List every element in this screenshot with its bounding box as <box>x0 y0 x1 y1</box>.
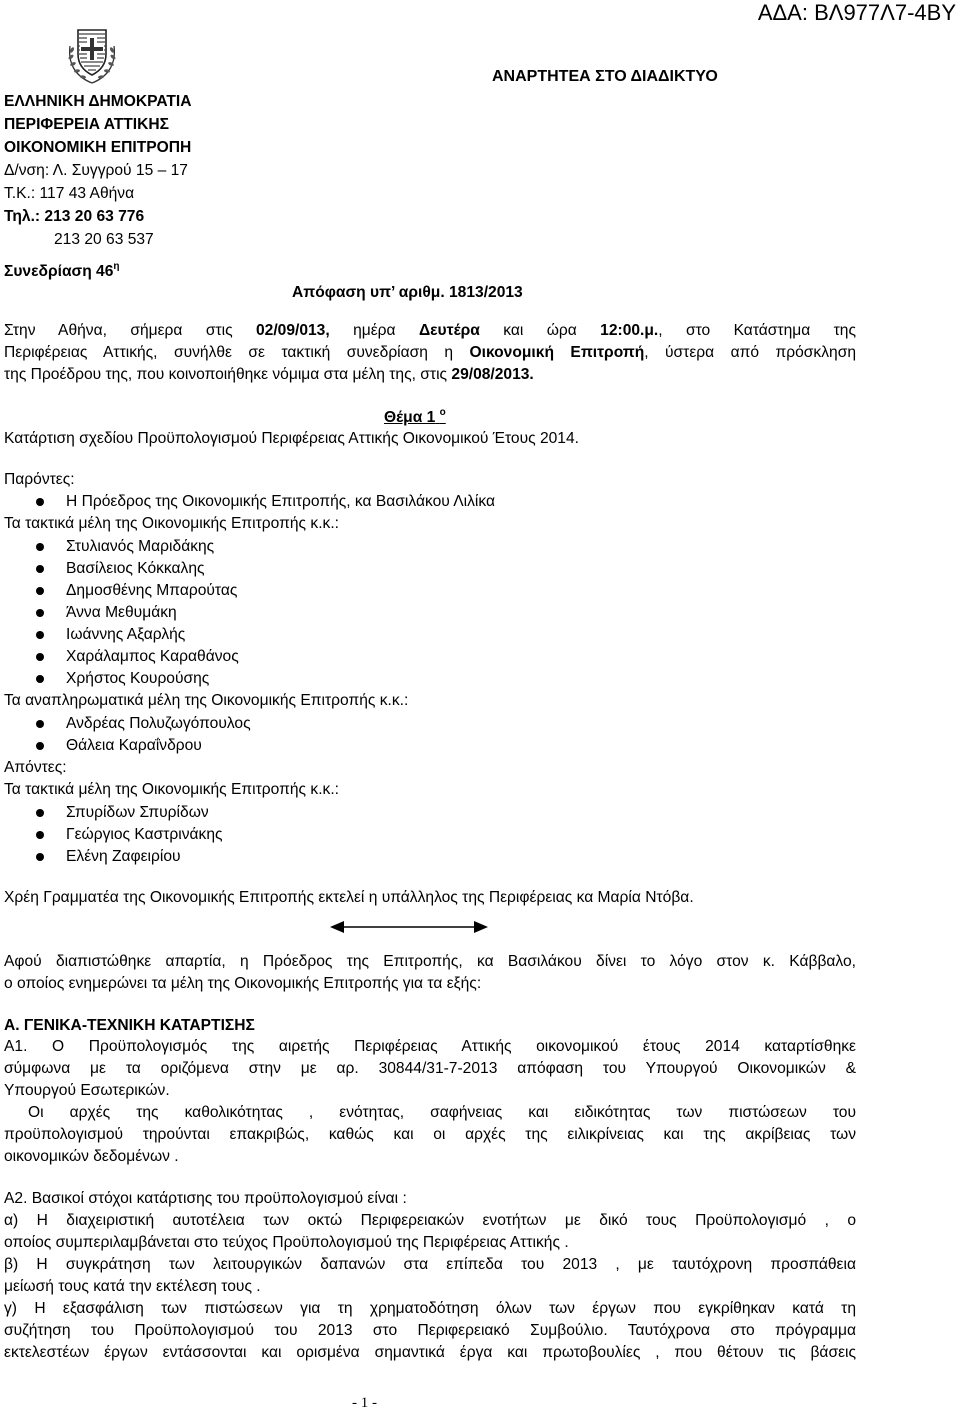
regular-members-label: Τα τακτικά μέλη της Οικονομικής Επιτροπής κ.κ.: <box>4 515 339 532</box>
list-item: Ιωάννης Αξαρλής <box>66 626 186 643</box>
absent-label: Απόντες: <box>4 759 67 776</box>
list-item: Σπυρίδων Σπυρίδων <box>66 804 209 821</box>
bullet-icon <box>36 809 44 817</box>
list-item: Γεώργιος Καστρινάκης <box>66 826 223 843</box>
sender-line: ΕΛΛΗΝΙΚΗ ΔΗΜΟΚΡΑΤΙΑ <box>4 93 192 110</box>
bullet-icon <box>36 653 44 661</box>
intro-line-1: Στην Αθήνα, σήμερα στις 02/09/013, ημέρα Δευτέρα και ώρα 12:00.μ., στο Κατάστημα της <box>4 322 856 339</box>
principles-line: Οι αρχές της καθολικότητας , ενότητας, σαφήνειας και ειδικότητας των πιστώσεων του <box>28 1104 856 1121</box>
list-item: Ανδρέας Πολυζωγόπουλος <box>66 715 251 732</box>
sender-line: ΠΕΡΙΦΕΡΕΙΑ ΑΤΤΙΚΗΣ <box>4 116 169 133</box>
bullet-icon <box>36 498 44 506</box>
bullet-icon <box>36 831 44 839</box>
subject-text: Κατάρτιση σχεδίου Προϋπολογισμού Περιφέρειας Αττικής Οικονομικού Έτους 2014. <box>4 430 579 447</box>
list-item: Χαράλαμπος Καραθάνος <box>66 648 239 665</box>
sender-line: 213 20 63 537 <box>54 231 154 248</box>
bullet-icon <box>36 565 44 573</box>
section-a-heading: Α. ΓΕΝΙΚΑ-ΤΕΧΝΙΚΗ ΚΑΤΑΡΤΙΣΗΣ <box>4 1017 255 1034</box>
a2-line: γ) Η εξασφάλιση των πιστώσεων για τη χρηματοδότηση όλων των έργων που εγκρίθηκαν κατά τη <box>4 1300 856 1317</box>
a2-line: β) Η συγκράτηση των λειτουργικών δαπανών στα επίπεδα του 2013 , με ταυτόχρονη προσπάθεια <box>4 1256 856 1273</box>
ada-code: ΑΔΑ: ΒΛ977Λ7-4ΒΥ <box>757 0 956 25</box>
bullet-icon <box>36 631 44 639</box>
bullet-icon <box>36 587 44 595</box>
posting-note: ΑΝΑΡΤΗΤΕΑ ΣΤΟ ΔΙΑΔΙΚΤΥΟ <box>492 68 718 85</box>
list-item: Βασίλειος Κόκκαλης <box>66 560 205 577</box>
a2-line: οποίος συμπεριλαμβάνεται στο τεύχος Προϋπολογισμού της Περιφέρειας Αττικής . <box>4 1234 569 1251</box>
bullet-icon <box>36 853 44 861</box>
double-arrow-icon <box>330 920 488 934</box>
a2-heading: Α2. Βασικοί στόχοι κατάρτισης του προϋπολογισμού είναι : <box>4 1190 407 1207</box>
bullet-icon <box>36 720 44 728</box>
a1-line: Υπουργού Εσωτερικών. <box>4 1082 170 1099</box>
session-number: Συνεδρίαση $46^\eta$ <box>4 261 120 280</box>
quorum-line-2: ο οποίος ενημερώνει τα μέλη της Οικονομικής Επιτροπής για τα εξής: <box>4 975 482 992</box>
a1-line: Α1. Ο Προϋπολογισμός της αιρετής Περιφέρειας Αττικής οικονομικού έτους 2014 καταρτίσθηκε <box>4 1038 856 1055</box>
a2-line: εκτελεστέων έργων εντάσσονται και ορισμένα σημαντικά έργα και πρωτοβουλίες , που θέτουν τις βάσεις <box>4 1344 856 1361</box>
chair-name: Η Πρόεδρος της Οικονομικής Επιτροπής, κα Βασιλάκου Λιλίκα <box>66 493 496 510</box>
bullet-icon <box>36 742 44 750</box>
a2-line: συζήτηση του Προϋπολογισμού του 2013 στο Περιφερειακό Συμβούλιο. Ταυτόχρονα στο πρόγραμμα <box>4 1322 856 1339</box>
a2-line: α) Η διαχειριστική αυτοτέλεια των οκτώ Περιφερειακών ενοτήτων με δικό τους Προϋπολογισμό , ο <box>4 1212 856 1229</box>
subject-heading: Θέμα 1 $^o$ <box>384 407 446 426</box>
list-item: Ελένη Ζαφειρίου <box>66 848 181 865</box>
secretary-line: Χρέη Γραμματέα της Οικονομικής Επιτροπής εκτελεί η υπάλληλος της Περιφέρειας κα Μαρία Ντόβα. <box>4 889 694 906</box>
decision-number: Απόφαση υπ’ αριθμ. 1813/2013 <box>292 284 523 301</box>
sender-line: Δ/νση: Λ. Συγγρού 15 – 17 <box>4 162 188 179</box>
a1-line: σύμφωνα με τα οριζόμενα στην με αρ. 30844/31-7-2013 απόφαση του Υπουργού Οικονομικών & <box>4 1060 856 1077</box>
intro-line-2: Περιφέρειας Αττικής, συνήλθε σε τακτική συνεδρίαση η Οικονομική Επιτροπή, ύστερα από πρόσκληση <box>4 344 856 361</box>
list-item: Θάλεια Καραΐνδρου <box>66 737 202 754</box>
list-item: Άννα Μεθυμάκη <box>66 604 177 621</box>
sender-line: Τηλ.: 213 20 63 776 <box>4 208 145 225</box>
quorum-line-1: Αφού διαπιστώθηκε απαρτία, η Πρόεδρος της Επιτροπής, κα Βασιλάκου δίνει το λόγο στον κ. Κάββαλο, <box>4 953 856 970</box>
principles-line: οικονομικών δεδομένων . <box>4 1148 179 1165</box>
absent-regular-label: Τα τακτικά μέλη της Οικονομικής Επιτροπής κ.κ.: <box>4 781 339 798</box>
sender-block <box>4 90 192 251</box>
bullet-icon <box>36 609 44 617</box>
list-item: Δημοσθένης Μπαρούτας <box>66 582 238 599</box>
bullet-icon <box>36 543 44 551</box>
principles-line: προϋπολογισμού τηρούνται επακριβώς, καθώς και οι αρχές της ειλικρίνειας και της ακρίβειας των <box>4 1126 856 1143</box>
sender-line: ΟΙΚΟΝΟΜΙΚΗ ΕΠΙΤΡΟΠΗ <box>4 139 192 156</box>
sender-line: Τ.Κ.: 117 43 Αθήνα <box>4 185 135 202</box>
intro-line-3: της Προέδρου της, που κοινοποιήθηκε νόμιμα στα μέλη της, στις 29/08/2013. <box>4 366 534 383</box>
list-item: Χρήστος Κουρούσης <box>66 670 210 687</box>
page-number: - 1 - <box>352 1395 377 1411</box>
bullet-icon <box>36 675 44 683</box>
a2-line: μείωσή τους κατά την εκτέλεση τους . <box>4 1278 261 1295</box>
present-label: Παρόντες: <box>4 471 75 488</box>
list-item: Στυλιανός Μαριδάκης <box>66 538 215 555</box>
alternate-members-label: Τα αναπληρωματικά μέλη της Οικονομικής Επιτροπής κ.κ.: <box>4 692 409 709</box>
greek-coat-of-arms-icon <box>62 24 122 86</box>
